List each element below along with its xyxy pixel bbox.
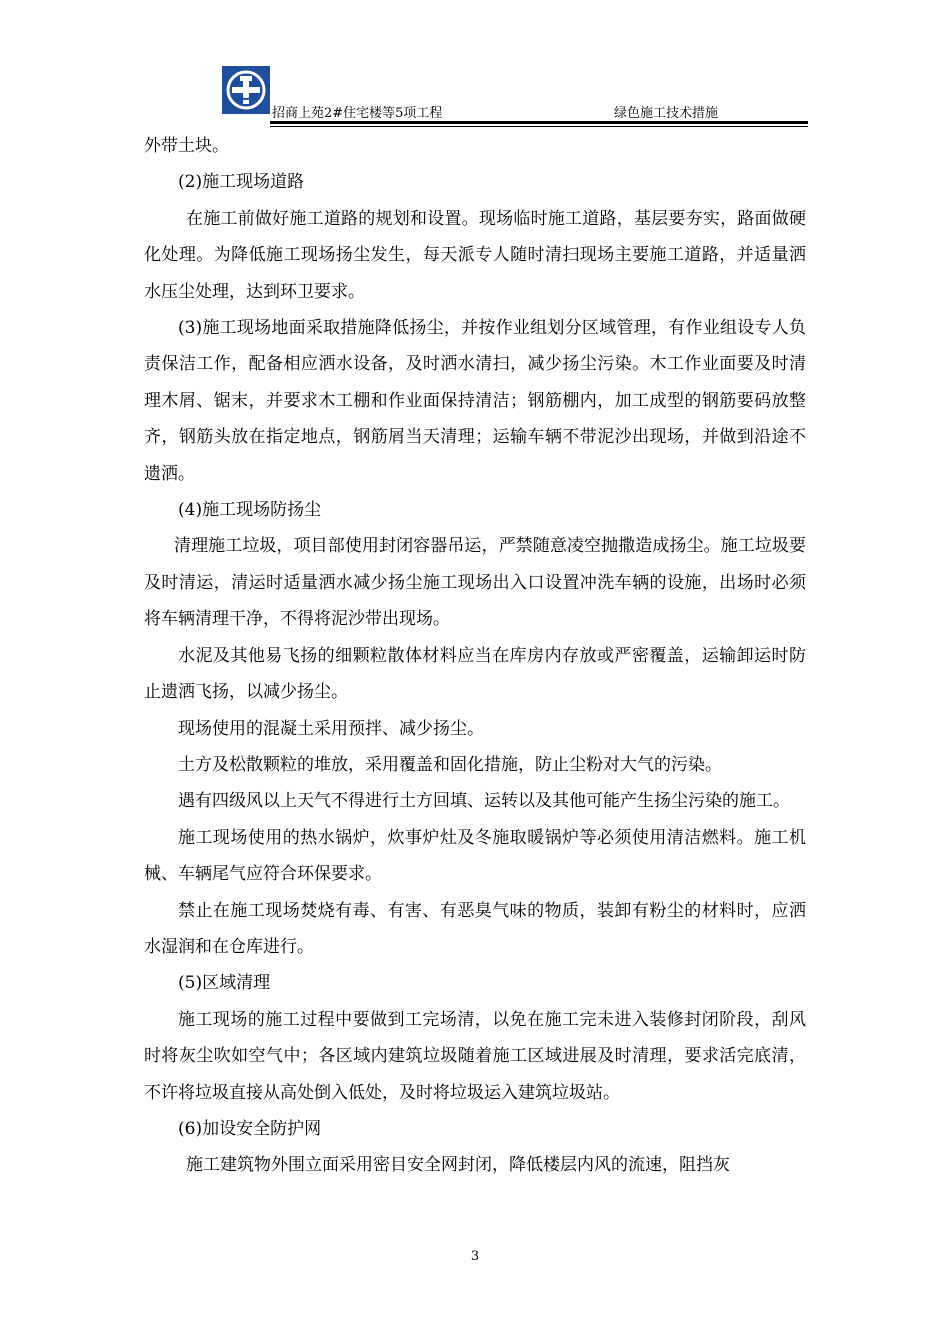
- header-rule-thin: [270, 126, 808, 127]
- paragraph-waste-removal: 清理施工垃圾，项目部使用封闭容器吊运，严禁随意凌空抛撒造成扬尘。施工垃圾要及时清运，清运时适量洒水减少扬尘施工现场出入口设置冲洗车辆的设施，出场时必须将车辆清理干净，不得将泥沙带出现场。: [144, 536, 806, 630]
- document-body: [144, 128, 806, 1184]
- heading-area-cleanup: (5)区域清理: [178, 973, 271, 994]
- paragraph-earthwork: 土方及松散颗粒的堆放，采用覆盖和固化措施，防止尘粉对大气的污染。: [178, 754, 722, 775]
- paragraph-road: 在施工前做好施工道路的规划和设置。现场临时施工道路，基层要夯实，路面做硬化处理。为降低施工现场扬尘发生，每天派专人随时清扫现场主要施工道路，并适量洒水压尘处理，达到环卫要求。: [144, 208, 806, 302]
- paragraph-wind: 遇有四级风以上天气不得进行土方回填、运转以及其他可能产生扬尘污染的施工。: [178, 791, 790, 812]
- paragraph-area-cleanup: 施工现场的施工过程中要做到工完场清，以免在施工完未进入装修封闭阶段，刮风时将灰尘吹如空气中；各区域内建筑垃圾随着施工区域进展及时清理，要求活完底清，不许将垃圾直接从高处倒入低处，及时将垃圾运入建筑垃圾站。: [144, 1009, 806, 1103]
- paragraph-safety-net: 施工建筑物外围立面采用密目安全网封闭，降低楼层内风的流速，阻挡灰: [186, 1155, 730, 1176]
- paragraph-boilers: 施工现场使用的热水锅炉，炊事炉灶及冬施取暖锅炉等必须使用清洁燃料。施工机械、车辆尾气应符合环保要求。: [144, 827, 806, 885]
- paragraph-continuation: 外带土块。: [144, 136, 229, 156]
- page-number: 3: [470, 1249, 480, 1264]
- header-project-name: 招商上苑2#住宅楼等5项工程: [272, 106, 443, 121]
- heading-dust-prevention: (4)施工现场防扬尘: [178, 500, 322, 521]
- paragraph-cement-storage: 水泥及其他易飞扬的细颗粒散体材料应当在库房内存放或严密覆盖，运输卸运时防止遗洒飞扬，以减少扬尘。: [144, 645, 806, 703]
- heading-safety-net: (6)加设安全防护网: [178, 1118, 322, 1139]
- crcc-logo-icon: [222, 66, 270, 114]
- paragraph-ground-measures: (3)施工现场地面采取措施降低扬尘，并按作业组划分区域管理，有作业组设专人负责保洁工作，配备相应洒水设备，及时洒水清扫，减少扬尘污染。木工作业面要及时清理木屑、锯末，并要求木工棚和作业面保持清洁；钢筋棚内，加工成型的钢筋要码放整齐，钢筋头放在指定地点，钢筋屑当天清理；运输车辆不带泥沙出现场，并做到沿途不遗洒。: [144, 318, 806, 484]
- header-rule-thick: [270, 121, 808, 124]
- header-document-title: 绿色施工技术措施: [614, 106, 719, 121]
- page-header: [222, 66, 808, 128]
- paragraph-concrete: 现场使用的混凝土采用预拌、减少扬尘。: [178, 718, 484, 739]
- heading-road: (2)施工现场道路: [178, 172, 305, 193]
- paragraph-burning: 禁止在施工现场焚烧有毒、有害、有恶臭气味的物质，装卸有粉尘的材料时，应洒水湿润和在仓库进行。: [144, 900, 806, 957]
